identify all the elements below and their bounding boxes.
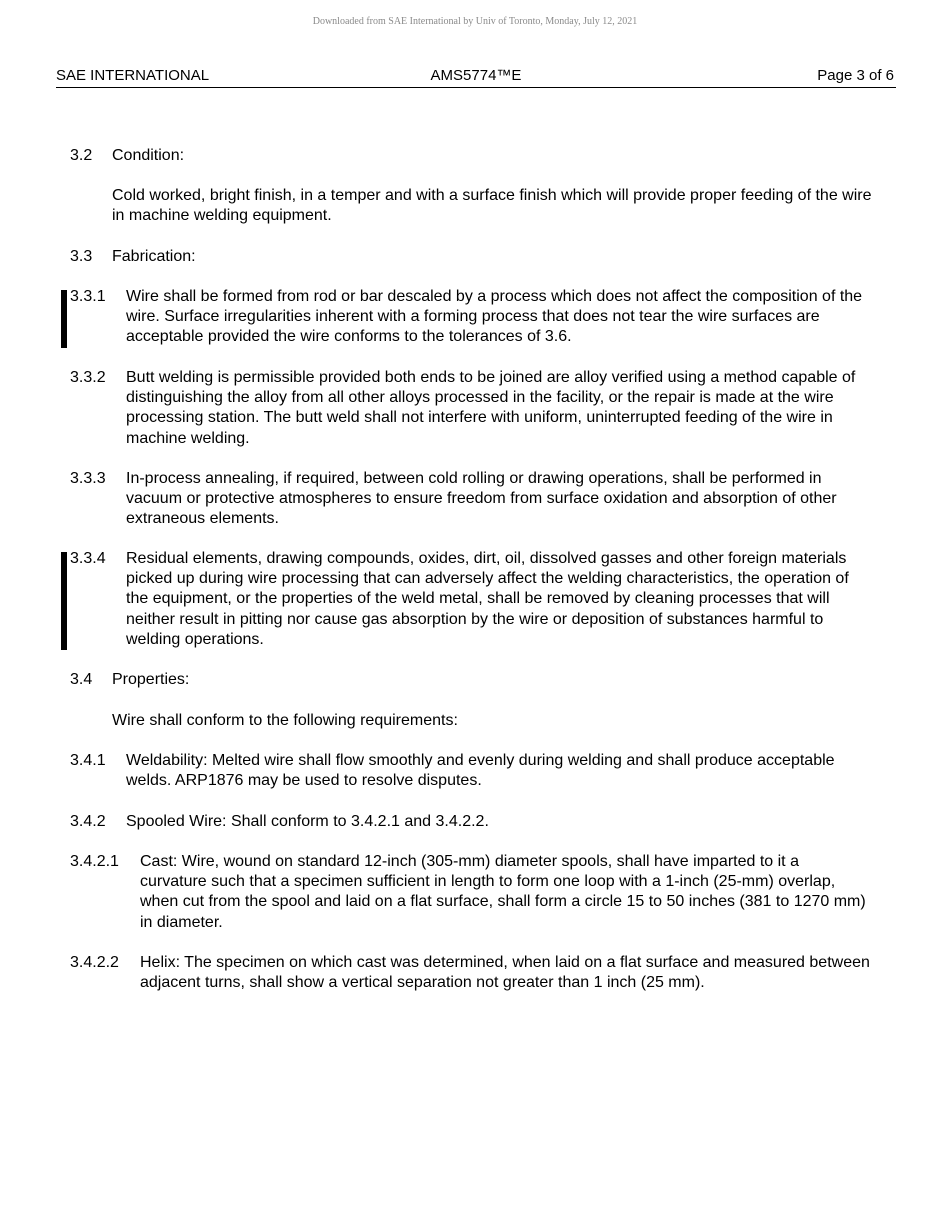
section-3-4-2-2 [70, 953, 870, 993]
section-number: 3.4.2 [70, 813, 106, 830]
section-text: In-process annealing, if required, between cold rolling or drawing operations, shall be performed in vacuum or protective atmospheres to ensure freedom from surface oxidation and absorption of other extraneous elements. [126, 470, 837, 528]
header-page-number: Page 3 of 6 [817, 67, 894, 84]
section-text: Residual elements, drawing compounds, oxides, dirt, oil, dissolved gasses and other foreign materials picked up during wire processing that can adversely affect the welding characteristics, the operation of the equipment, or the properties of the weld metal, shall be removed by cleaning processes that will neither result in pitting nor cause gas absorption by the wire or deposition of substances harmful to welding operations. [126, 550, 849, 648]
section-text: Weldability: Melted wire shall flow smoothly and evenly during welding and shall produce acceptable welds. ARP1876 may be used to resolve disputes. [126, 752, 835, 790]
section-number: 3.3.2 [70, 369, 106, 386]
section-3-2-body: Cold worked, bright finish, in a temper and with a surface finish which will provide proper feeding of the wire in machine welding equipment. [112, 187, 872, 225]
section-number: 3.3.1 [70, 288, 106, 305]
section-3-4-2-1 [70, 852, 870, 933]
section-title: Properties: [112, 671, 190, 688]
section-number: 3.3.3 [70, 470, 106, 487]
section-title: Fabrication: [112, 248, 196, 265]
section-number: 3.4.2.1 [70, 853, 119, 870]
section-3-3-1 [70, 287, 870, 348]
section-3-3-2 [70, 368, 870, 449]
section-text: Helix: The specimen on which cast was determined, when laid on a flat surface and measured between adjacent turns, shall show a vertical separation not greater than 1 inch (25 mm). [140, 954, 870, 992]
section-text: Wire shall be formed from rod or bar descaled by a process which does not affect the composition of the wire. Surface irregularities inherent with a forming process that does not tear the wire surfaces are acceptable provided the wire conforms to the tolerances of 3.6. [126, 288, 863, 346]
download-watermark: Downloaded from SAE International by Univ of Toronto, Monday, July 12, 2021 [312, 16, 638, 27]
revision-change-bar [61, 290, 67, 348]
section-3-3-4 [70, 549, 870, 650]
section-3-4-1 [70, 751, 870, 791]
section-number: 3.3 [70, 248, 93, 265]
section-3-4-heading [70, 670, 870, 690]
section-3-3-3 [70, 469, 870, 530]
section-text: Spooled Wire: Shall conform to 3.4.2.1 and 3.4.2.2. [126, 813, 489, 830]
page-header [56, 66, 896, 88]
section-3-4-body: Wire shall conform to the following requirements: [112, 712, 458, 729]
section-text: Cast: Wire, wound on standard 12-inch (305-mm) diameter spools, shall have imparted to it a curvature such that a specimen sufficient in length to form one loop with a 1-inch (25-mm) overlap, when cut from the spool and laid on a flat surface, shall form a circle 15 to 50 inches (381 to 1270 mm) in diameter. [140, 853, 866, 931]
section-number: 3.4 [70, 671, 93, 688]
section-3-4-2 [70, 812, 870, 832]
section-3-3-heading [70, 247, 870, 267]
section-number: 3.4.1 [70, 752, 106, 769]
header-document-number: AMS5774™E [430, 67, 522, 84]
header-organization: SAE INTERNATIONAL [56, 67, 210, 84]
section-number: 3.2 [70, 147, 93, 164]
section-number: 3.3.4 [70, 550, 106, 567]
section-text: Butt welding is permissible provided both ends to be joined are alloy verified using a method capable of distinguishing the alloy from all other alloys processed in the facility, or the repair is made at the wire processing station. The butt weld shall not interfere with uniform, uninterrupted feeding of the wire in machine welding. [126, 369, 856, 447]
revision-change-bar [61, 552, 67, 650]
section-number: 3.4.2.2 [70, 954, 119, 971]
section-title: Condition: [112, 147, 185, 164]
section-3-2-heading [70, 146, 870, 166]
